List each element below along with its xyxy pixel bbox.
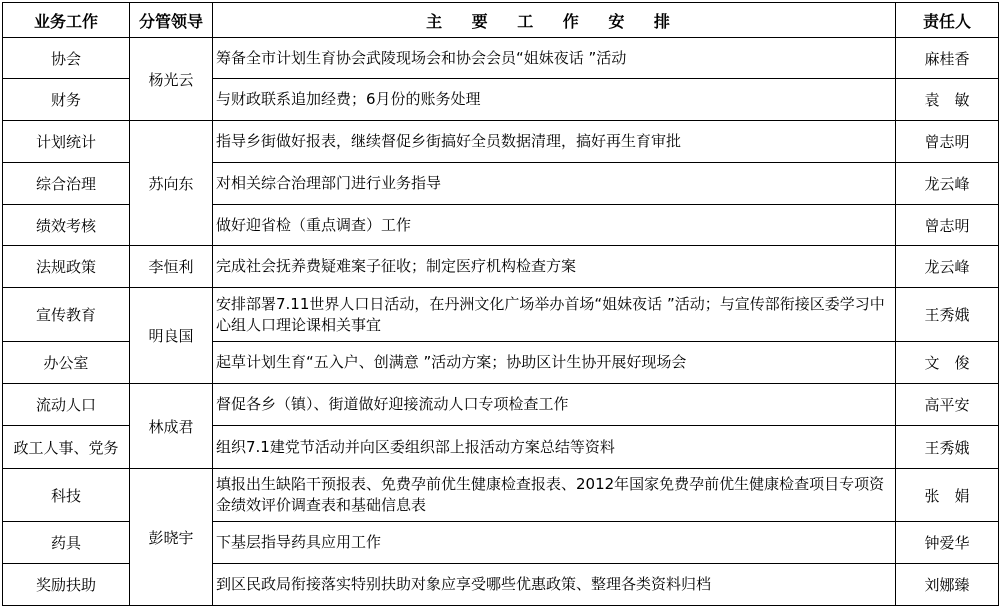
task-cell: 对相关综合治理部门进行业务指导 xyxy=(213,163,896,205)
header-task: 主 要 工 作 安 排 xyxy=(213,3,896,38)
table-row xyxy=(3,38,999,79)
task-cell: 与财政联系追加经费；6月份的账务处理 xyxy=(213,79,896,121)
dept-cell: 奖励扶助 xyxy=(3,564,130,606)
owner-cell: 曾志明 xyxy=(896,121,999,163)
leader-cell: 苏向东 xyxy=(130,121,213,246)
header-leader: 分管领导 xyxy=(130,3,213,38)
header-owner: 责任人 xyxy=(896,3,999,38)
leader-cell: 杨光云 xyxy=(130,38,213,121)
owner-cell: 王秀娥 xyxy=(896,426,999,469)
task-cell: 下基层指导药具应用工作 xyxy=(213,522,896,564)
table-row xyxy=(3,469,999,522)
owner-cell: 文 俊 xyxy=(896,342,999,384)
dept-cell: 协会 xyxy=(3,38,130,79)
task-cell: 到区民政局衔接落实特别扶助对象应享受哪些优惠政策、整理各类资料归档 xyxy=(213,564,896,606)
owner-cell: 袁 敏 xyxy=(896,79,999,121)
task-cell: 指导乡街做好报表，继续督促乡街搞好全员数据清理，搞好再生育审批 xyxy=(213,121,896,163)
task-cell: 督促各乡（镇）、街道做好迎接流动人口专项检查工作 xyxy=(213,384,896,426)
task-cell: 筹备全市计划生育协会武陵现场会和协会会员“姐妹夜话 ”活动 xyxy=(213,38,896,79)
leader-cell: 明良国 xyxy=(130,288,213,384)
table-row xyxy=(3,288,999,342)
leader-cell: 李恒利 xyxy=(130,246,213,288)
header-dept: 业务工作 xyxy=(3,3,130,38)
owner-cell: 张 娟 xyxy=(896,469,999,522)
dept-cell: 财务 xyxy=(3,79,130,121)
owner-cell: 高平安 xyxy=(896,384,999,426)
task-cell: 组织7.1建党节活动并向区委组织部上报活动方案总结等资料 xyxy=(213,426,896,469)
dept-cell: 科技 xyxy=(3,469,130,522)
dept-cell: 宣传教育 xyxy=(3,288,130,342)
dept-cell: 法规政策 xyxy=(3,246,130,288)
owner-cell: 王秀娥 xyxy=(896,288,999,342)
owner-cell: 刘娜臻 xyxy=(896,564,999,606)
dept-cell: 综合治理 xyxy=(3,163,130,205)
table-row xyxy=(3,384,999,426)
task-cell: 做好迎省检（重点调查）工作 xyxy=(213,205,896,246)
dept-cell: 政工人事、党务 xyxy=(3,426,130,469)
header-row xyxy=(3,3,999,38)
task-cell: 安排部署7.11世界人口日活动，在丹洲文化广场举办首场“姐妹夜话 ”活动；与宣传部衔接区委学习中心组人口理论课相关事宜 xyxy=(213,288,896,342)
owner-cell: 钟爱华 xyxy=(896,522,999,564)
dept-cell: 药具 xyxy=(3,522,130,564)
owner-cell: 麻桂香 xyxy=(896,38,999,79)
work-schedule-table xyxy=(2,2,999,606)
dept-cell: 流动人口 xyxy=(3,384,130,426)
dept-cell: 计划统计 xyxy=(3,121,130,163)
leader-cell: 林成君 xyxy=(130,384,213,469)
task-cell: 完成社会抚养费疑难案子征收；制定医疗机构检查方案 xyxy=(213,246,896,288)
leader-cell: 彭晓宇 xyxy=(130,469,213,606)
table-row xyxy=(3,121,999,163)
dept-cell: 办公室 xyxy=(3,342,130,384)
dept-cell: 绩效考核 xyxy=(3,205,130,246)
owner-cell: 曾志明 xyxy=(896,205,999,246)
owner-cell: 龙云峰 xyxy=(896,246,999,288)
task-cell: 填报出生缺陷干预报表、免费孕前优生健康检查报表、2012年国家免费孕前优生健康检查项目专项资金绩效评价调查表和基础信息表 xyxy=(213,469,896,522)
owner-cell: 龙云峰 xyxy=(896,163,999,205)
table-row xyxy=(3,246,999,288)
task-cell: 起草计划生育“五入户、创满意 ”活动方案；协助区计生协开展好现场会 xyxy=(213,342,896,384)
